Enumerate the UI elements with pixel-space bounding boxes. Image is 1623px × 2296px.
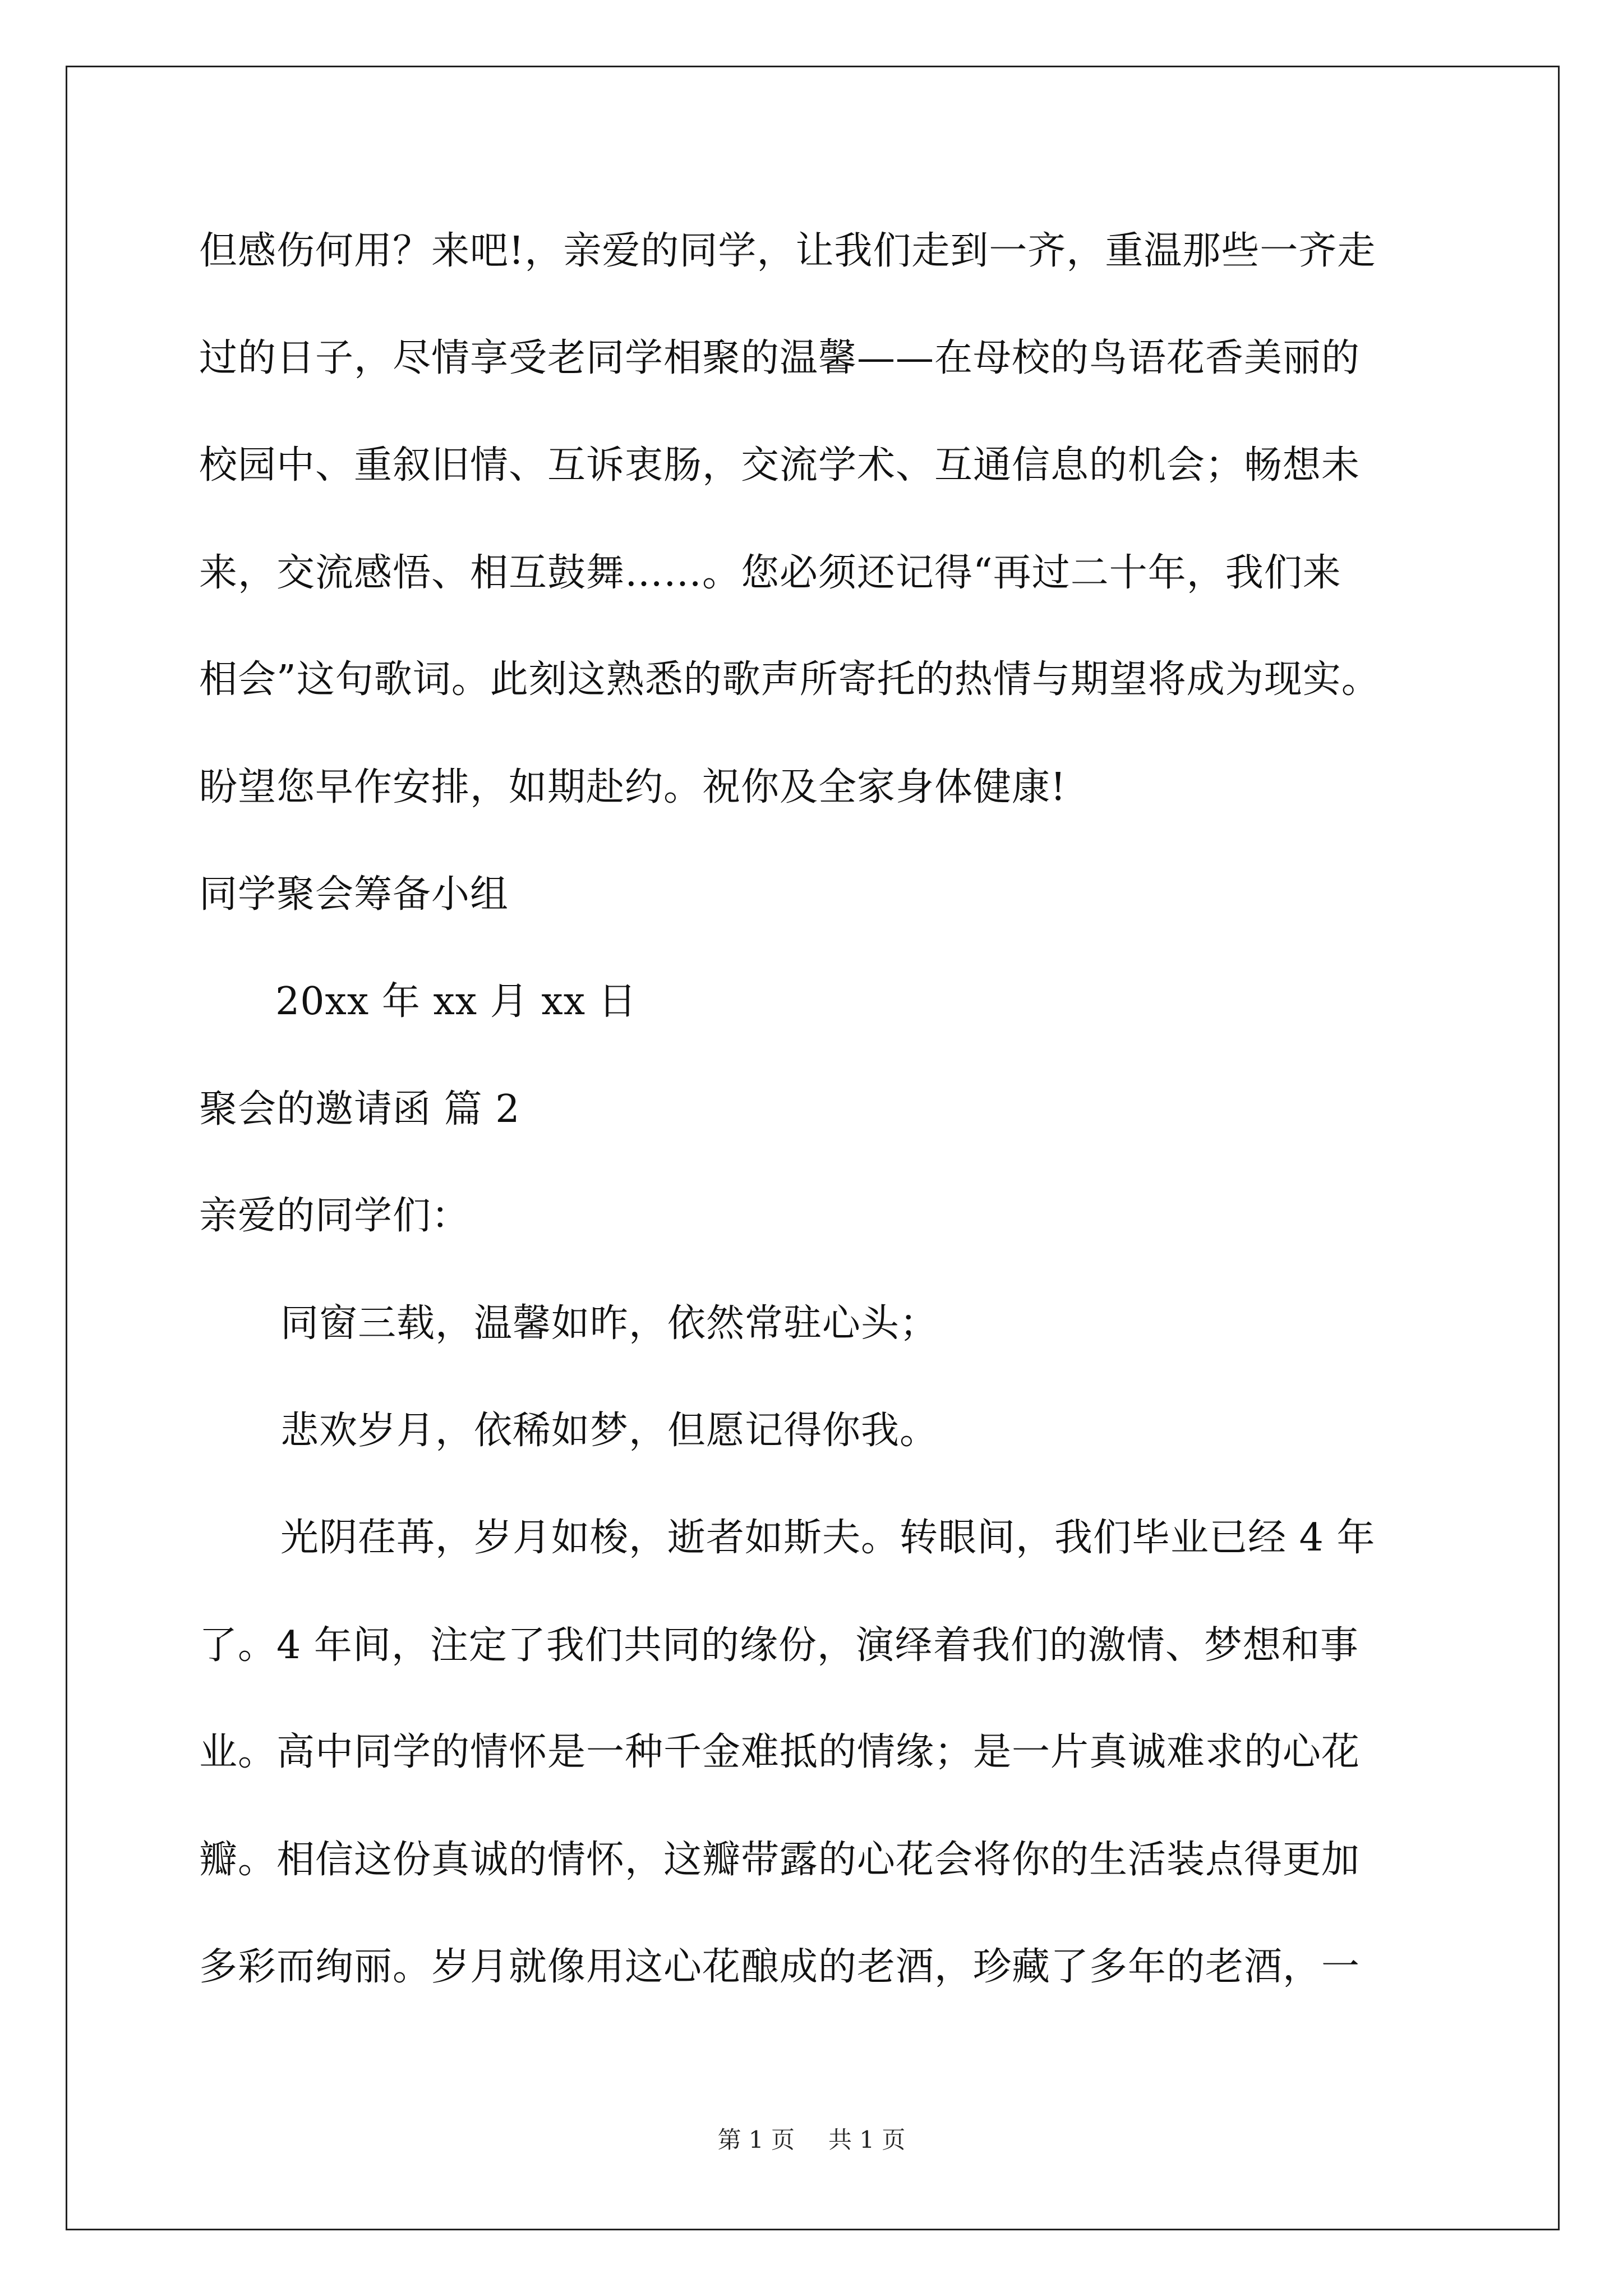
paragraph-line: 但感伤何用？来吧!，亲爱的同学，让我们走到一齐，重温那些一齐走: [199, 229, 1376, 273]
section-heading: 聚会的邀请函 篇 2: [199, 1087, 520, 1131]
paragraph-line: 同窗三载，温馨如昨，依然常驻心头；: [280, 1301, 939, 1346]
date-line: 20xx 年 xx 月 xx 日: [275, 979, 637, 1024]
page-footer: [0, 2126, 1623, 2154]
paragraph-line: 过的日子，尽情享受老同学相聚的温馨——在母校的鸟语花香美丽的: [199, 336, 1361, 380]
paragraph-line: 来，交流感悟、相互鼓舞……。您必须还记得“再过二十年，我们来: [199, 551, 1341, 595]
paragraph-line: 校园中、重叙旧情、互诉衷肠，交流学术、互通信息的机会；畅想未: [199, 443, 1361, 487]
salutation: 亲爱的同学们：: [199, 1194, 471, 1238]
page-border: [66, 66, 1560, 2230]
paragraph-line: 光阴荏苒，岁月如梭，逝者如斯夫。转眼间，我们毕业已经 4 年: [280, 1516, 1376, 1560]
paragraph-line: 相会”这句歌词。此刻这熟悉的歌声所寄托的热情与期望将成为现实。: [199, 657, 1380, 702]
page-total: 共 1 页: [828, 2126, 906, 2154]
paragraph-line: 多彩而绚丽。岁月就像用这心花酿成的老酒，珍藏了多年的老酒，一: [199, 1945, 1361, 1989]
paragraph-line: 盼望您早作安排，如期赴约。祝你及全家身体健康!: [199, 765, 1067, 809]
signature-line: 同学聚会筹备小组: [199, 872, 509, 917]
paragraph-line: 业。高中同学的情怀是一种千金难抵的情缘；是一片真诚难求的心花: [199, 1730, 1361, 1774]
page-number: 第 1 页: [717, 2126, 795, 2154]
paragraph-line: 了。4 年间，注定了我们共同的缘份，演绎着我们的激情、梦想和事: [199, 1623, 1359, 1668]
paragraph-line: 悲欢岁月，依稀如梦，但愿记得你我。: [280, 1409, 939, 1453]
paragraph-line: 瓣。相信这份真诚的情怀，这瓣带露的心花会将你的生活装点得更加: [199, 1838, 1361, 1882]
